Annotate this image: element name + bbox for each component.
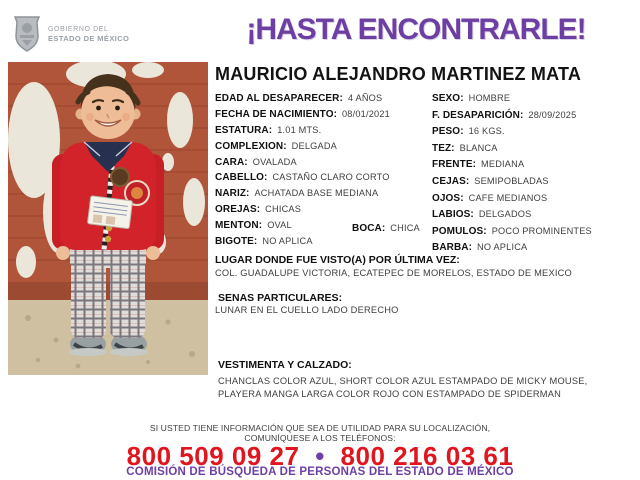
attribute-row [215,109,390,125]
attribute-label: ESTATURA: [215,124,273,136]
attribute-value: DELGADOS [478,209,532,220]
attribute-row [215,236,390,252]
attribute-value: MEDIANA [481,159,525,170]
logo-text-line2: ESTADO DE MÉXICO [48,33,130,43]
attribute-row-boca [352,223,420,234]
attribute-value: NO APLICA [477,242,528,253]
attribute-label: LABIOS: [432,209,474,221]
attribute-value: CAFE MEDIANOS [468,192,548,203]
attribute-value: CHICAS [265,204,302,215]
attribute-row [432,159,592,176]
attribute-row [432,126,592,143]
attribute-label: MENTON: [215,220,263,232]
clothing-line2: PLAYERA MANGA LARGA COLOR ROJO CON ESTAMPADO DE SPIDERMAN [218,389,562,399]
attribute-row [215,172,390,188]
attribute-label: FECHA DE NACIMIENTO: [215,108,337,120]
attribute-label: FRENTE: [432,159,477,171]
attribute-value: OVAL [267,220,292,231]
attribute-row [432,93,592,110]
attribute-value: 28/09/2025 [528,109,577,120]
attribute-label: CARA: [215,156,248,168]
attribute-value: NO APLICA [262,236,313,247]
attribute-value: 1.01 MTS. [277,124,322,135]
last-seen-heading: LUGAR DONDE FUE VISTO(A) POR ÚLTIMA VEZ: [215,254,460,266]
attribute-value: CHICA [390,223,420,233]
attribute-value: OVALADA [252,156,297,167]
attribute-row [432,176,592,193]
contact-notice-line2: COMUNÍQUESE A LOS TELÉFONOS: [244,432,396,443]
attributes-right-column [432,93,592,259]
attribute-row [432,209,592,226]
missing-person-photo [8,62,208,375]
clothing-heading: VESTIMENTA Y CALZADO: [218,359,352,371]
contact-notice-line1: SI USTED TIENE INFORMACIÓN QUE SEA DE UTILIDAD PARA SU LOCALIZACIÓN, [149,423,491,433]
attribute-label: POMULOS: [432,225,487,237]
attribute-value: DELGADA [291,140,337,151]
phone-number-2: 800 216 03 61 [340,441,514,471]
attribute-row [215,125,390,141]
attribute-value: HOMBRE [468,93,511,103]
particular-marks-heading: SENAS PARTICULARES: [218,292,343,304]
logo-text-line1: GOBIERNO DEL [48,25,109,33]
phone-number-1: 800 509 09 27 [126,441,300,471]
attribute-label: F. DESAPARICIÓN: [432,109,524,121]
last-seen-body: COL. GUADALUPE VICTORIA, ECATEPEC DE MORELOS, ESTADO DE MEXICO [215,268,572,278]
attribute-value: 08/01/2021 [342,108,390,119]
attribute-row [215,141,390,157]
attribute-label: PESO: [432,126,464,138]
attribute-value: POCO PROMINENTES [491,225,592,236]
attribute-row [215,204,390,220]
page-title: ¡HASTA ENCONTRARLE! [246,13,586,46]
government-logo [12,15,129,52]
attribute-value: ACHATADA BASE MEDIANA [254,188,379,199]
attribute-row [215,188,390,204]
attribute-label: BOCA: [352,223,386,234]
attribute-label: SEXO: [432,93,464,104]
coat-of-arms-icon [12,15,42,52]
organization-name: COMISIÓN DE BÚSQUEDA DE PERSONAS DEL ESTADO DE MÉXICO [126,466,514,478]
attribute-row [432,226,592,243]
attribute-value: 4 AÑOS [347,93,383,103]
person-name: MAURICIO ALEJANDRO MARTINEZ MATA [215,64,582,84]
attribute-label: BIGOTE: [215,236,258,248]
attribute-value: CASTAÑO CLARO CORTO [272,172,390,183]
attribute-label: CEJAS: [432,175,470,187]
attribute-row [432,110,592,127]
attribute-label: CABELLO: [215,172,268,184]
attribute-value: 16 KGS. [468,126,505,137]
clothing-line1: CHANCLAS COLOR AZUL, SHORT COLOR AZUL ESTAMPADO DE MICKY MOUSE, [218,376,588,386]
particular-marks-body: LUNAR EN EL CUELLO LADO DERECHO [215,305,399,315]
attribute-value: SEMIPOBLADAS [474,175,549,186]
attribute-row [432,143,592,160]
attribute-label: BARBA: [432,242,473,254]
attribute-row [215,157,390,173]
attribute-label: NARIZ: [215,188,250,200]
attribute-label: COMPLEXION: [215,140,287,152]
attribute-label: TEZ: [432,142,455,154]
attribute-label: OJOS: [432,192,464,204]
attribute-label: EDAD AL DESAPARECER: [215,93,343,104]
attribute-row [432,193,592,210]
attribute-row [215,93,390,109]
attribute-label: OREJAS: [215,204,261,216]
bullet-separator: • [315,441,325,471]
attribute-value: BLANCA [459,142,498,153]
